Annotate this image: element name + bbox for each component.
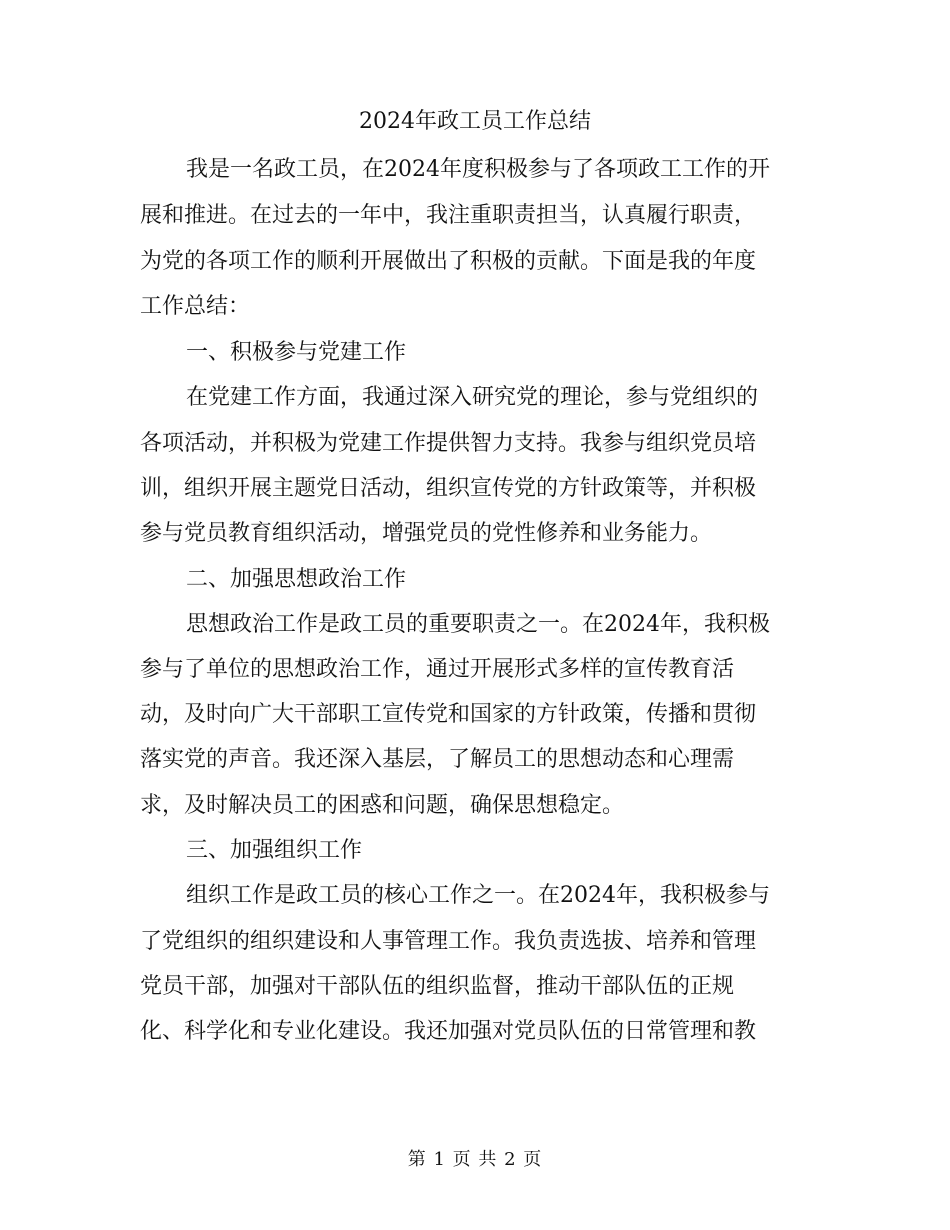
- body-line: 落实党的声音。我还深入基层，了解员工的思想动态和心理需: [140, 747, 735, 772]
- body-line: 各项活动，并积极为党建工作提供智力支持。我参与组织党员培: [140, 431, 757, 456]
- section-heading-2: 二、加强思想政治工作: [186, 567, 407, 592]
- body-line: 动，及时向广大干部职工宣传党和国家的方针政策，传播和贯彻: [140, 702, 757, 727]
- body-line: 了党组织的组织建设和人事管理工作。我负责选拔、培养和管理: [140, 929, 757, 954]
- body-line: 参与了单位的思想政治工作，通过开展形式多样的宣传教育活: [140, 657, 735, 682]
- body-line: 训，组织开展主题党日活动，组织宣传党的方针政策等，并积极: [140, 476, 757, 501]
- body-line: 求，及时解决员工的困惑和问题，确保思想稳定。: [140, 793, 625, 818]
- body-line: 在党建工作方面，我通过深入研究党的理论，参与党组织的: [186, 385, 759, 410]
- body-line: 我是一名政工员，在2024年度积极参与了各项政工工作的开: [186, 157, 770, 182]
- section-heading-1: 一、积极参与党建工作: [186, 340, 407, 365]
- body-line: 党员干部，加强对干部队伍的组织监督，推动干部队伍的正规: [140, 974, 735, 999]
- document-title: 2024年政工员工作总结: [359, 109, 591, 134]
- body-line: 参与党员教育组织活动，增强党员的党性修养和业务能力。: [140, 521, 713, 546]
- body-line: 化、科学化和专业化建设。我还加强对党员队伍的日常管理和教: [140, 1019, 757, 1044]
- body-line: 组织工作是政工员的核心工作之一。在2024年，我积极参与: [186, 883, 770, 908]
- body-line: 思想政治工作是政工员的重要职责之一。在2024年，我积极: [186, 612, 770, 637]
- page-footer: 第 1 页 共 2 页: [407, 1149, 543, 1170]
- body-line: 为党的各项工作的顺利开展做出了积极的贡献。下面是我的年度: [140, 249, 757, 274]
- section-heading-3: 三、加强组织工作: [186, 838, 363, 863]
- body-line: 工作总结：: [140, 294, 251, 319]
- body-line: 展和推进。在过去的一年中，我注重职责担当，认真履行职责，: [140, 203, 757, 228]
